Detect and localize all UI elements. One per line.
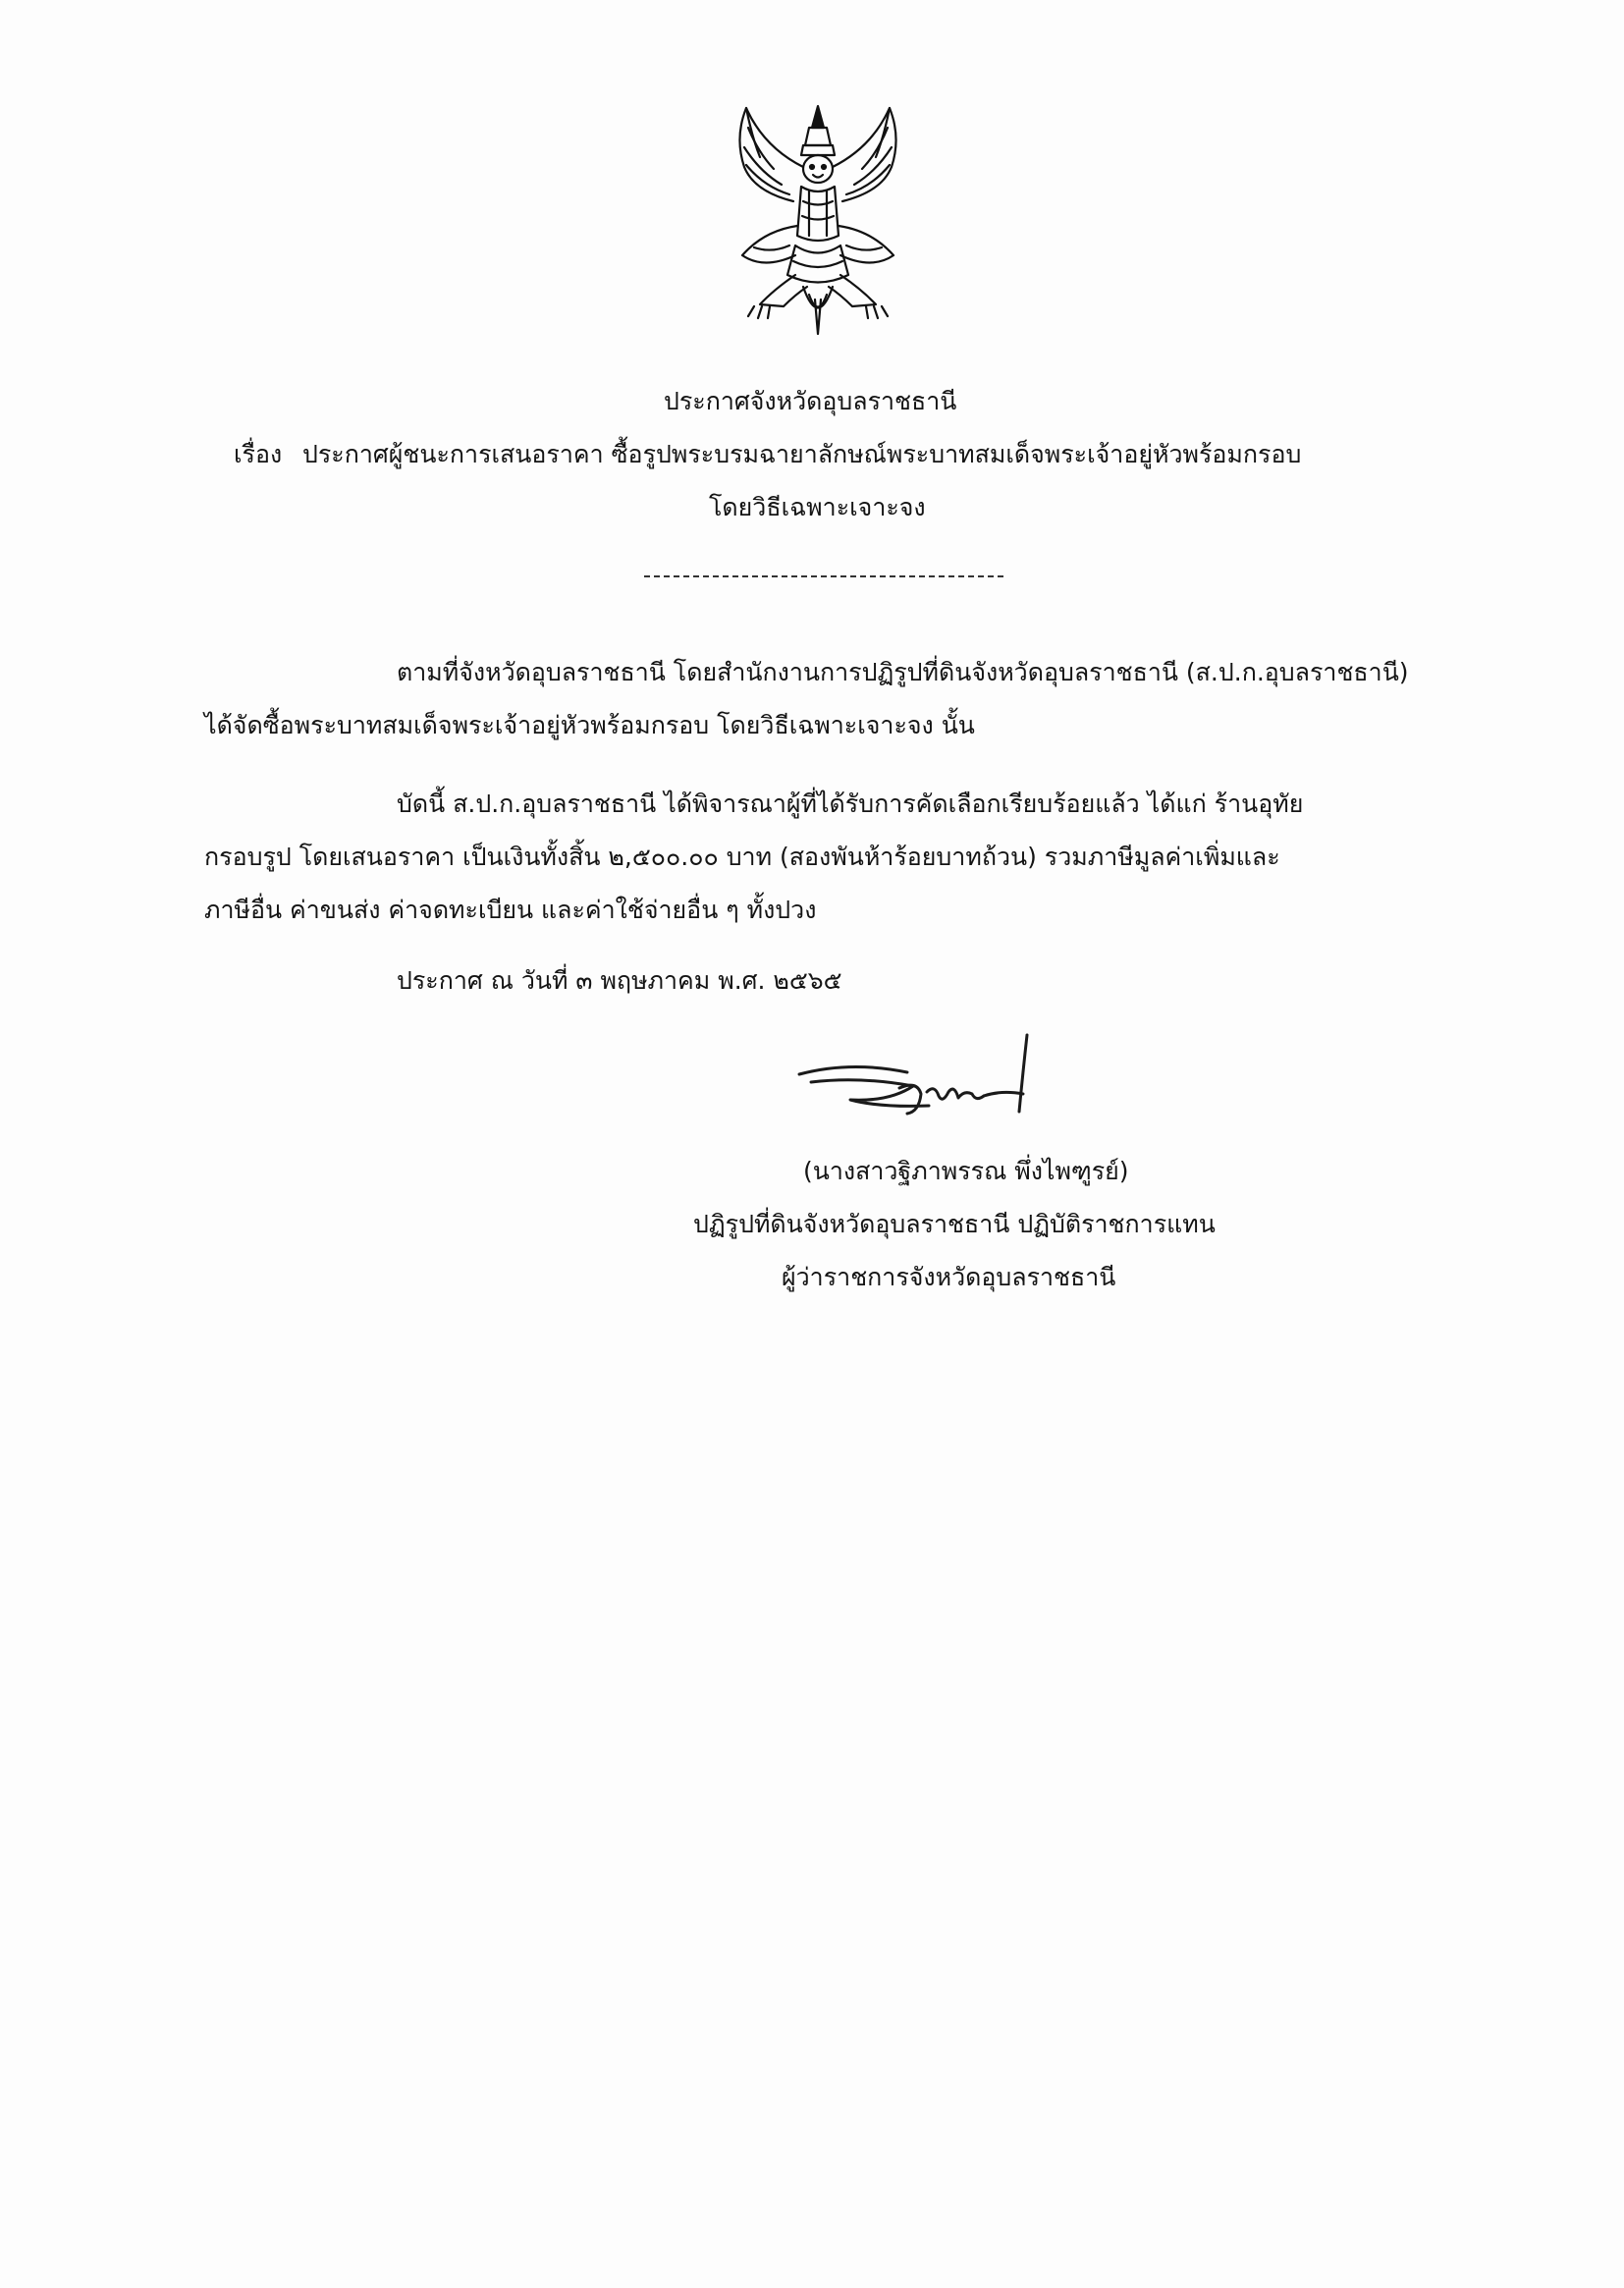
divider-line — [644, 575, 1003, 577]
subject-text-line2: โดยวิธีเฉพาะเจาะจง — [709, 493, 926, 521]
garuda-emblem-icon — [725, 98, 911, 344]
paragraph-1-line-1: ตามที่จังหวัดอุบลราชธานี โดยสำนักงานการปฏิรูปที่ดินจังหวัดอุบลราชธานี (ส.ป.ก.อุบลราชธานี) — [397, 658, 1409, 686]
paragraph-2-line-3: ภาษีอื่น ค่าขนส่ง ค่าจดทะเบียน และค่าใช้จ่ายอื่น ๆ ทั้งปวง — [204, 896, 817, 924]
paragraph-1-line-2: ได้จัดซื้อพระบาทสมเด็จพระเจ้าอยู่หัวพร้อมกรอบ โดยวิธีเฉพาะเจาะจง นั้น — [204, 711, 975, 739]
announcement-date: ประกาศ ณ วันที่ ๓ พฤษภาคม พ.ศ. ๒๕๖๕ — [397, 966, 842, 995]
signatory-position-1: ปฏิรูปที่ดินจังหวัดอุบลราชธานี ปฏิบัติราชการแทน — [693, 1210, 1216, 1238]
subject-text-line1: ประกาศผู้ชนะการเสนอราคา ซื้อรูปพระบรมฉายาลักษณ์พระบาทสมเด็จพระเจ้าอยู่หัวพร้อมกรอบ — [302, 440, 1302, 468]
subject-line — [234, 438, 1301, 471]
document-title: ประกาศจังหวัดอุบลราชธานี — [664, 387, 957, 415]
paragraph-2-line-2: กรอบรูป โดยเสนอราคา เป็นเงินทั้งสิ้น ๒,๕๐๐.๐๐ บาท (สองพันห้าร้อยบาทถ้วน) รวมภาษีมูลค่าเพิ่มและ — [204, 843, 1280, 871]
paragraph-2-line-1: บัดนี้ ส.ป.ก.อุบลราชธานี ได้พิจารณาผู้ที่ได้รับการคัดเลือกเรียบร้อยแล้ว ได้แก่ ร้านอุทัย — [397, 790, 1304, 818]
subject-label: เรื่อง — [234, 440, 283, 468]
signatory-name: (นางสาวฐิภาพรรณ พึ่งไพฑูรย์) — [803, 1157, 1129, 1185]
signatory-position-2: ผู้ว่าราชการจังหวัดอุบลราชธานี — [782, 1263, 1116, 1291]
handwritten-signature-icon — [791, 1031, 1076, 1149]
